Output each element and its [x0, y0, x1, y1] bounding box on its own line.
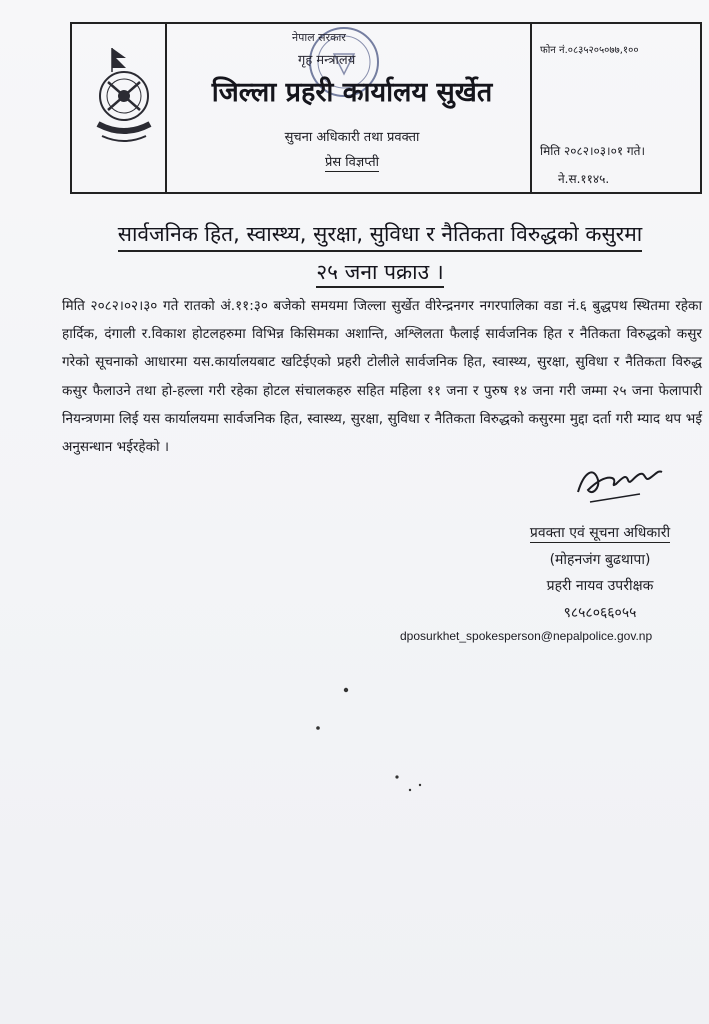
signatory-title: प्रवक्ता एवं सूचना अधिकारी — [529, 525, 671, 541]
signatory-rank: प्रहरी नायव उपरीक्षक — [546, 578, 654, 594]
headline-line-2-wrap — [60, 258, 700, 286]
headline — [60, 220, 700, 252]
headline-line-2: २५ जना पक्राउ । — [316, 260, 444, 288]
body-paragraph: मिति २०८२।०२।३० गते रातको अं.११:३० बजेको समयमा जिल्ला सुर्खेत वीरेन्द्रनगर नगरपालिका वडा नं.६ बुद्धपथ स्थितमा रहेका हार्दिक, दंगाली र.विकाश होटलहरुमा विभिन्न किसिमका अशान्ति, अश्लिलता फैलाई सार्वजनिक हित र नैतिकता विरुद्धको कसुर गरेको सूचनाको आधारमा यस.कार्यालयबाट खटिईएको प्रहरी टोलीले सार्वजनिक हित, स्वास्थ्य, सुरक्षा, सुविधा र नैतिकता विरुद्ध कसुर फैलाउने तथा हो-हल्ला गरी रहेका होटल संचालकहरु सहित महिला ११ जना र पुरुष १४ जना गरी जम्मा २५ जना फेलापारी नियन्त्रणमा लिई यस कार्यालयमा सार्वजनिक हित, स्वास्थ्य, सुरक्षा, सुविधा र नैतिकता विरुद्धको कसुरमा मुद्दा दर्ता गरी म्याद थप भई अनुसन्धान भईरहेको । — [62, 298, 702, 456]
info-officer-label: सुचना अधिकारी तथा प्रवक्ता — [284, 130, 420, 145]
office-title: जिल्ला प्रहरी कार्यालय सुर्खेत — [211, 77, 493, 108]
signatory-email: dposurkhet_spokesperson@nepalpolice.gov.np — [400, 629, 653, 643]
headline-line-1: सार्वजनिक हित, स्वास्थ्य, सुरक्षा, सुविधा र नैतिकता विरुद्धको कसुरमा — [118, 220, 643, 252]
office-phone: फोन नं.०८३५२०५०७७,१०० — [540, 45, 639, 56]
emblem-cell — [72, 24, 167, 192]
reference-number: ने.स.११४५. — [558, 172, 610, 186]
signatory-phone: ९८५८०६६०५५ — [563, 604, 637, 621]
government-label: नेपाल सरकार — [292, 31, 346, 44]
nepal-police-emblem-icon — [92, 46, 156, 150]
press-release-label — [172, 152, 532, 170]
signatory-title-wrap — [500, 520, 700, 547]
letterhead — [70, 22, 702, 194]
signature-icon — [570, 452, 670, 512]
ministry-label: गृह मन्त्रालय — [298, 53, 356, 68]
reference-cell — [530, 24, 700, 192]
signatory-block — [500, 520, 700, 626]
press-release-text: प्रेस विज्ञप्ती — [324, 155, 380, 170]
signatory-name: (मोहनजंग बुढथापा) — [549, 551, 651, 568]
issue-date: मिति २०८२।०३।०१ गते। — [540, 144, 646, 158]
